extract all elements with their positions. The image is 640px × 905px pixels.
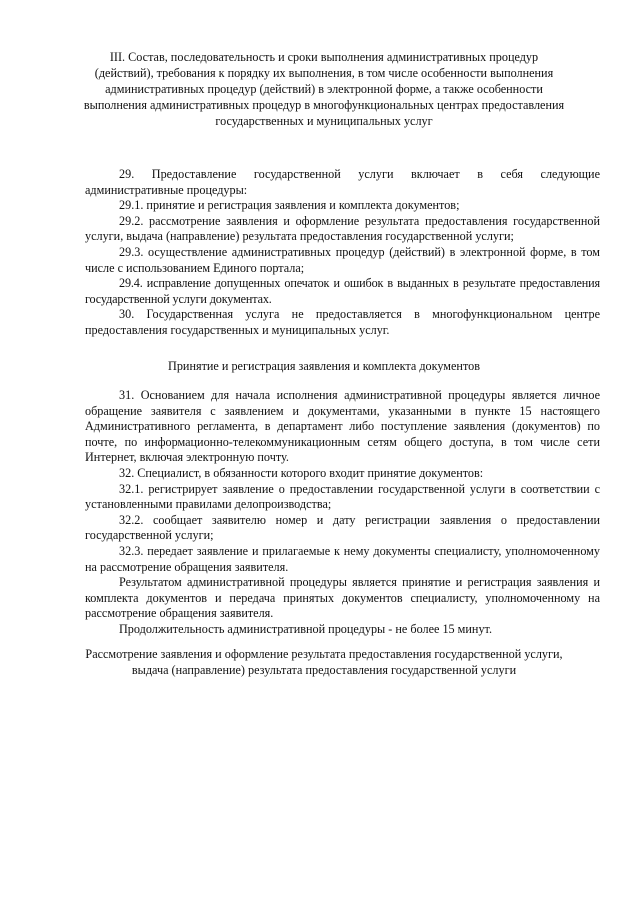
subsection-heading-review: Рассмотрение заявления и оформление результата предоставления государственной услуги, выдача (направление) результата предоставления государственной услуги <box>85 647 563 677</box>
paragraph-32-1: 32.1. регистрирует заявление о предоставлении государственной услуги в соответствии с установленными правилами делопроизводства; <box>85 481 600 512</box>
paragraph-32-2: 32.2. сообщает заявителю номер и дату регистрации заявления о предоставлении государственной услуги; <box>85 512 600 543</box>
paragraph-31: 31. Основанием для начала исполнения административной процедуры является личное обращение заявителя с заявлением и документами, указанными в пункте 15 настоящего Административного регламента, в департамент либо поступление заявления (документов) по почте, по информационно-телекоммуникационным сетям общего доступа, в том числе сети Интернет, включая электронную почту. <box>85 388 600 465</box>
procedures-list <box>85 167 600 339</box>
paragraph-29: 29. Предоставление государственной услуги включает в себя следующие административные процедуры: <box>85 167 600 197</box>
paragraph-29-3: 29.3. осуществление административных процедур (действий) в электронной форме, в том числе с использованием Единого портала; <box>85 244 600 275</box>
paragraph-32: 32. Специалист, в обязанности которого входит принятие документов: <box>119 465 484 480</box>
paragraph-29-4: 29.4. исправление допущенных опечаток и ошибок в выданных в результате предоставления государственной услуги документах. <box>85 276 600 306</box>
paragraph-duration: Продолжительность административной процедуры - не более 15 минут. <box>119 621 492 636</box>
paragraph-29-2: 29.2. рассмотрение заявления и оформление результата предоставления государственной услуги, выдача (направление) результата предоставления государственной услуги; <box>85 213 600 244</box>
receipt-procedure <box>85 388 600 638</box>
paragraph-result: Результатом административной процедуры является принятие и регистрация заявления и комплекта документов и передача принятых документов специалисту, уполномоченному на рассмотрение обращения заявителя. <box>85 575 600 621</box>
subsection-heading-receipt: Принятие и регистрация заявления и комплекта документов <box>168 359 480 373</box>
paragraph-30: 30. Государственная услуга не предоставляется в многофункциональном центре предоставления государственных и муниципальных услуг. <box>85 307 600 337</box>
paragraph-29-1: 29.1. принятие и регистрация заявления и комплекта документов; <box>119 198 460 213</box>
paragraph-32-3: 32.3. передает заявление и прилагаемые к нему документы специалисту, уполномоченному на рассмотрение обращения заявителя. <box>85 543 600 574</box>
section-heading: III. Состав, последовательность и сроки выполнения административных процедур (действий), требования к порядку их выполнения, в том числе особенности выполнения административных процедур (действий) в электронной форме, а также особенности выполнения административных процедур в многофункциональных центрах предоставления государственных и муниципальных услуг <box>83 50 565 128</box>
